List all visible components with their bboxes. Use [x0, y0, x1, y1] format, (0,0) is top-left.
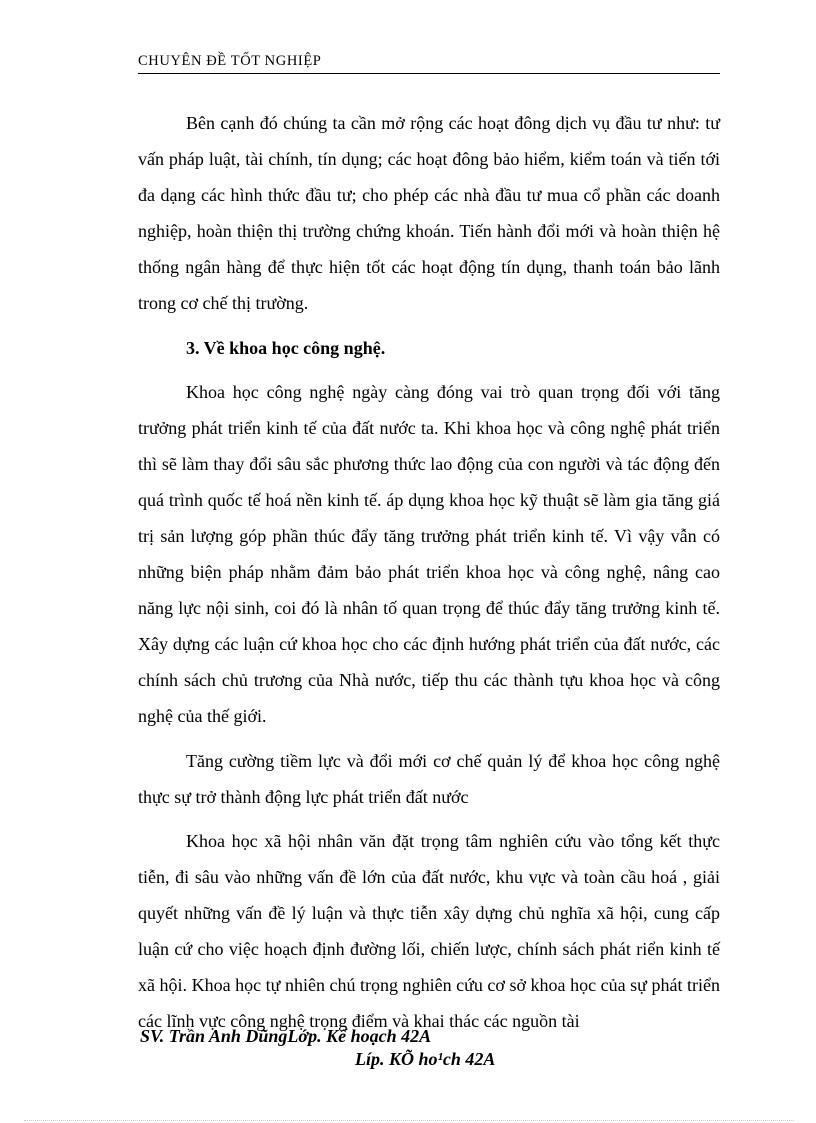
- paragraph-social-sciences: Khoa học xã hội nhân văn đặt trọng tâm nghiên cứu vào tổng kết thực tiễn, đi sâu vào những vấn đề lớn của đất nước, khu vực và toàn cầu hoá , giải quyết những vấn đề lý luận và thực tiễn xây dựng chủ nghĩa xã hội, cung cấp luận cứ cho việc hoạch định đường lối, chiến lược, chính sách phát riển kinh tế xã hội. Khoa học tự nhiên chú trọng nghiên cứu cơ sở khoa học của sự phát triển các lĩnh vực công nghệ trọng điểm và khai thác các nguồn tài: [138, 830, 720, 1032]
- document-body: [138, 105, 720, 1047]
- section-heading-science-technology: 3. Về khoa học công nghệ.: [186, 337, 386, 358]
- footer-author-class: SV. Trần Anh DũngLớp. Kế hoạch 42A: [140, 1026, 432, 1046]
- header-title: CHUYÊN ĐỀ TỐT NGHIỆP: [138, 53, 322, 69]
- page-header: [138, 51, 720, 74]
- paragraph-science-technology-role: Khoa học công nghệ ngày càng đóng vai trò quan trọng đối với tăng trưởng phát triển kinh tế của đất nước ta. Khi khoa học và công nghệ phát triển thì sẽ làm thay đổi sâu sắc phương thức lao động của con người và tác động đến quá trình quốc tế hoá nền kinh tế. áp dụng khoa học kỹ thuật sẽ làm gia tăng giá trị sản lượng góp phần thúc đẩy tăng trưởng phát triển kinh tế. Vì vậy vẫn có những biện pháp nhằm đảm bảo phát triển khoa học và công nghệ, nâng cao năng lực nội sinh, coi đó là nhân tố quan trọng để thúc đẩy tăng trưởng kinh tế. Xây dựng các luận cứ khoa học cho các định hướng phát triển của đất nước, các chính sách chủ trương của Nhà nước, tiếp thu các thành tựu khoa học và công nghệ của thế giới.: [138, 381, 720, 727]
- paragraph-investment-services: Bên cạnh đó chúng ta cần mở rộng các hoạt đông dịch vụ đầu tư như: tư vấn pháp luật, tài chính, tín dụng; các hoạt đông bảo hiểm, kiểm toán và tiến tới đa dạng các hình thức đầu tư; cho phép các nhà đầu tư mua cổ phần các doanh nghiệp, hoàn thiện thị trường chứng khoán. Tiến hành đổi mới và hoàn thiện hệ thống ngân hàng để thực hiện tốt các hoạt động tín dụng, thanh toán bảo lãnh trong cơ chế thị trường.: [138, 113, 720, 314]
- paragraph-strengthen-potential: Tăng cường tiềm lực và đổi mới cơ chế quản lý để khoa học công nghệ thực sự trở thành động lực phát triển đất nước: [138, 750, 720, 807]
- page-bottom-edge: [24, 1120, 794, 1121]
- footer-class-garbled: Líp. KÕ ho¹ch 42A: [355, 1049, 496, 1069]
